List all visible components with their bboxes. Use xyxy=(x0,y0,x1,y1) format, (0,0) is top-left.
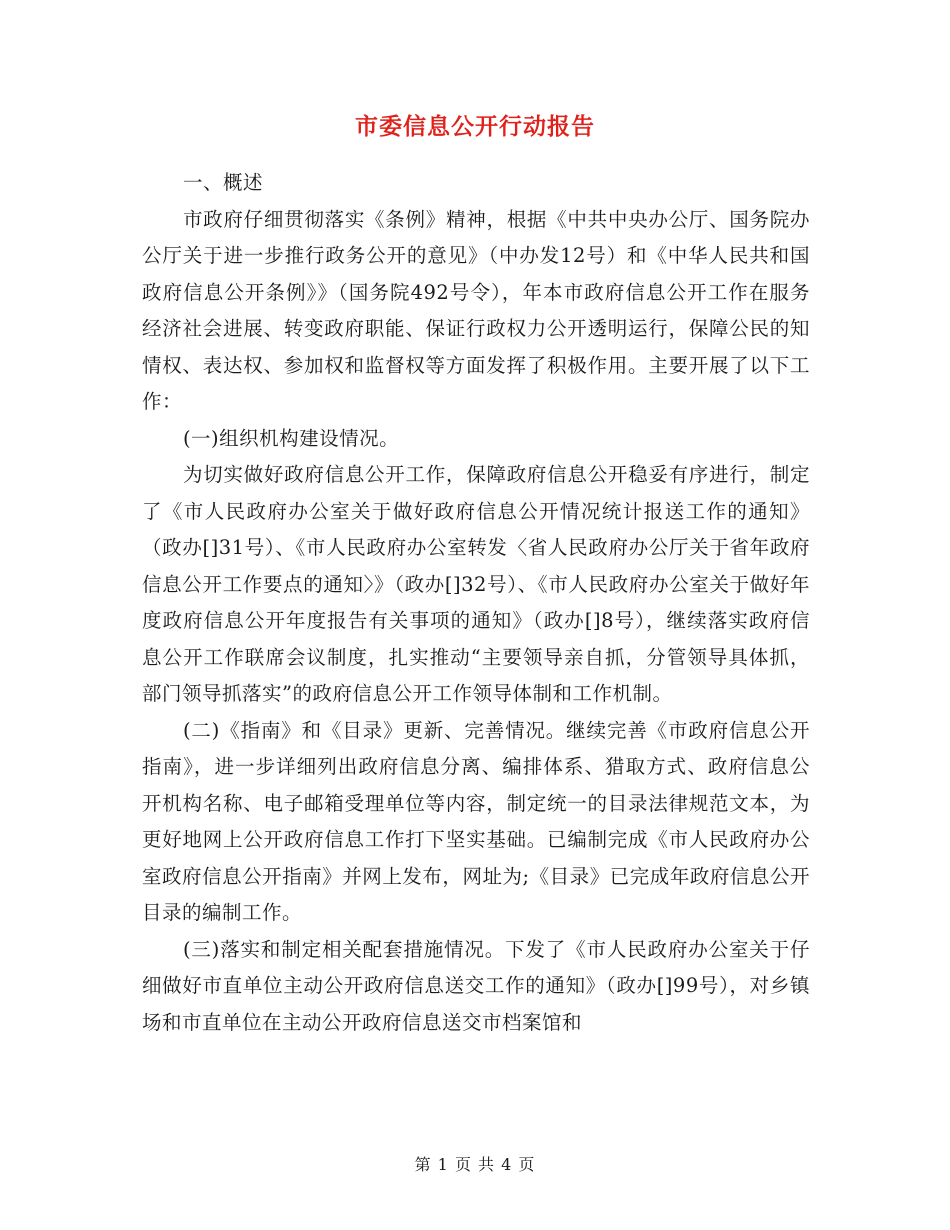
paragraph-intro: 市政府仔细贯彻落实《条例》精神，根据《中共中央办公厅、国务院办公厅关于进一步推行政务公开的意见》（中办发12号）和《中华人民共和国政府信息公开条例》》（国务院492号令），年本市政府信息公开工作在服务经济社会进展、转变政府职能、保证行政权力公开透明运行，保障公民的知情权、表达权、参加权和监督权等方面发挥了积极作用。主要开展了以下工作： xyxy=(142,207,810,413)
page-footer: 第 1 页 共 4 页 xyxy=(414,1155,536,1174)
paragraph-guide-catalog: (二)《指南》和《目录》更新、完善情况。继续完善《市政府信息公开指南》，进一步详细列出政府信息分离、编排体系、猎取方式、政府信息公开机构名称、电子邮箱受理单位等内容，制定统一的目录法律规范文本，为更好地网上公开政府信息工作打下坚实基础。已编制完成《市人民政府办公室政府信息公开指南》并网上发布，网址为;《目录》已完成年政府信息公开目录的编制工作。 xyxy=(142,718,810,924)
paragraph-organization: 为切实做好政府信息公开工作，保障政府信息公开稳妥有序进行，制定了《市人民政府办公室关于做好政府信息公开情况统计报送工作的通知》（政办[]31号）、《市人民政府办公室转发〈省人民政府办公厅关于省年政府信息公开工作要点的通知〉》（政办[]32号）、《市人民政府办公室关于做好年度政府信息公开年度报告有关事项的通知》（政办[]8号），继续落实政府信息公开工作联席会议制度，扎实推动“主要领导亲自抓，分管领导具体抓，部门领导抓落实”的政府信息公开工作领导体制和工作机制。 xyxy=(142,463,810,705)
document-title: 市委信息公开行动报告 xyxy=(355,114,595,140)
document-body xyxy=(142,165,810,1041)
section-heading-overview: 一、概述 xyxy=(182,171,263,194)
paragraph-measures: (三)落实和制定相关配套措施情况。下发了《市人民政府办公室关于仔细做好市直单位主动公开政府信息送交工作的通知》（政办[]99号），对乡镇场和市直单位在主动公开政府信息送交市档案馆和 xyxy=(142,937,810,1034)
subsection-heading-organization: (一)组织机构建设情况。 xyxy=(182,426,400,450)
